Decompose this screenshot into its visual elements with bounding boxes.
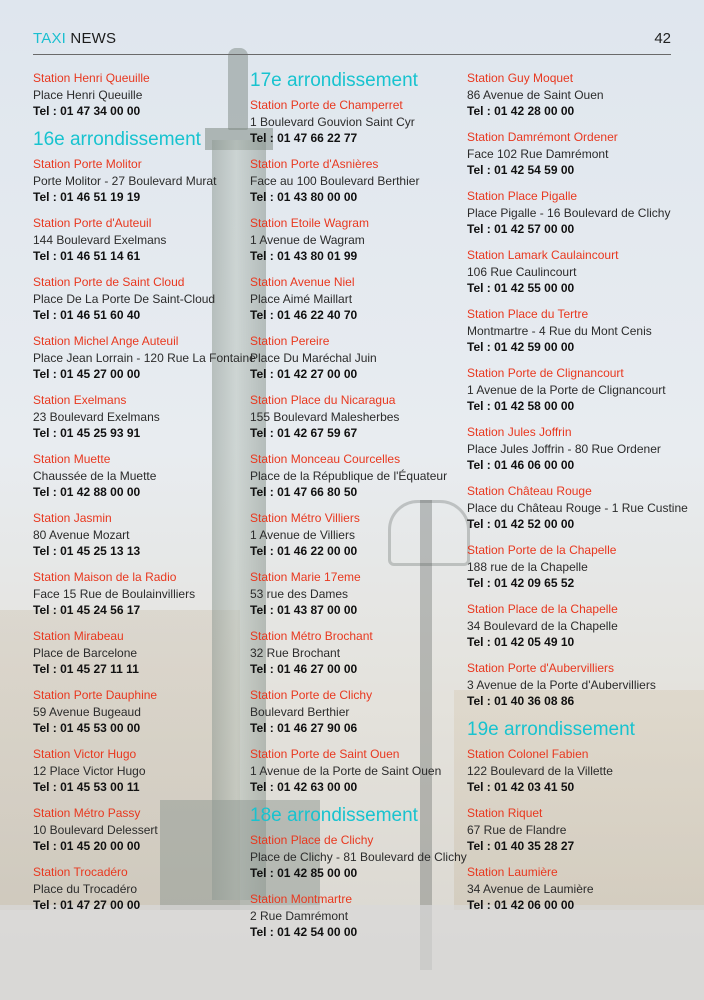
station-name: Station Porte d'Aubervilliers: [467, 661, 615, 675]
station-entry: [467, 247, 687, 297]
station-phone: Tel : 01 47 34 00 00: [33, 104, 141, 118]
station-address: 1 Boulevard Gouvion Saint Cyr: [250, 114, 415, 129]
station-address: 86 Avenue de Saint Ouen: [467, 87, 604, 102]
station-phone: Tel : 01 47 66 80 50: [250, 485, 358, 499]
station-phone: Tel : 01 46 27 00 00: [250, 662, 358, 676]
station-name: Station Place du Nicaragua: [250, 393, 396, 407]
station-entry: [467, 129, 687, 179]
station-name: Station Riquet: [467, 806, 543, 820]
station-entry: [33, 805, 243, 855]
station-phone: Tel : 01 42 05 49 10: [467, 635, 575, 649]
station-address: 106 Rue Caulincourt: [467, 264, 577, 279]
station-phone: Tel : 01 42 54 59 00: [467, 163, 575, 177]
station-address: 10 Boulevard Delessert: [33, 822, 158, 837]
station-entry: [250, 510, 465, 560]
station-address: 2 Rue Damrémont: [250, 908, 349, 923]
station-phone: Tel : 01 43 80 01 99: [250, 249, 358, 263]
brand-news: NEWS: [70, 30, 117, 47]
station-entry: [467, 424, 687, 474]
arrondissement-heading: 16e arrondissement: [33, 129, 201, 150]
station-entry: [467, 483, 687, 533]
station-name: Station Pereire: [250, 334, 330, 348]
station-address: Face 15 Rue de Boulainvilliers: [33, 586, 196, 601]
station-address: 3 Avenue de la Porte d'Aubervilliers: [467, 677, 656, 692]
station-entry: [33, 392, 243, 442]
column-1: [33, 70, 256, 923]
station-address: Face au 100 Boulevard Berthier: [250, 173, 420, 188]
station-name: Station Porte Dauphine: [33, 688, 158, 702]
station-address: 1 Avenue de Wagram: [250, 232, 365, 247]
station-address: Place Henri Queuille: [33, 87, 143, 102]
station-entry: [250, 274, 465, 324]
brand-taxi: TAXI: [33, 30, 67, 47]
station-name: Station Porte de Clignancourt: [467, 366, 624, 380]
column-3: [467, 70, 687, 923]
station-address: Face 102 Rue Damrémont: [467, 146, 609, 161]
station-address: 34 Avenue de Laumière: [467, 881, 594, 896]
station-entry: [467, 306, 687, 356]
station-name: Station Monceau Courcelles: [250, 452, 401, 466]
station-entry: [467, 542, 687, 592]
station-name: Station Château Rouge: [467, 484, 592, 498]
station-entry: [467, 188, 687, 238]
station-name: Station Porte de la Chapelle: [467, 543, 617, 557]
station-entry: [250, 746, 465, 796]
station-address: 155 Boulevard Malesherbes: [250, 409, 400, 424]
station-phone: Tel : 01 43 80 00 00: [250, 190, 358, 204]
station-name: Station Laumière: [467, 865, 558, 879]
station-entry: [33, 451, 243, 501]
station-entry: [250, 97, 465, 147]
station-phone: Tel : 01 42 54 00 00: [250, 925, 358, 939]
station-name: Station Porte de Saint Ouen: [250, 747, 400, 761]
station-phone: Tel : 01 42 06 00 00: [467, 898, 575, 912]
station-address: 34 Boulevard de la Chapelle: [467, 618, 618, 633]
station-address: Montmartre - 4 Rue du Mont Cenis: [467, 323, 652, 338]
station-name: Station Montmartre: [250, 892, 353, 906]
station-entry: [467, 365, 687, 415]
station-name: Station Métro Passy: [33, 806, 141, 820]
station-address: Place De La Porte De Saint-Cloud: [33, 291, 216, 306]
station-phone: Tel : 01 46 27 90 06: [250, 721, 358, 735]
station-entry: [33, 569, 243, 619]
station-name: Station Guy Moquet: [467, 71, 574, 85]
station-address: Porte Molitor - 27 Boulevard Murat: [33, 173, 217, 188]
station-address: Place de la République de l'Équateur: [250, 468, 448, 483]
station-name: Station Etoile Wagram: [250, 216, 369, 230]
station-phone: Tel : 01 45 25 93 91: [33, 426, 141, 440]
station-name: Station Marie 17eme: [250, 570, 361, 584]
station-address: 188 rue de la Chapelle: [467, 559, 588, 574]
station-entry: [467, 660, 687, 710]
station-phone: Tel : 01 46 51 19 19: [33, 190, 141, 204]
station-address: Place Aimé Maillart: [250, 291, 353, 306]
station-name: Station Damrémont Ordener: [467, 130, 618, 144]
station-name: Station Métro Villiers: [250, 511, 360, 525]
station-phone: Tel : 01 46 06 00 00: [467, 458, 575, 472]
station-phone: Tel : 01 42 55 00 00: [467, 281, 575, 295]
magazine-brand: [33, 30, 116, 47]
station-name: Station Porte Molitor: [33, 157, 142, 171]
station-phone: Tel : 01 42 58 00 00: [467, 399, 575, 413]
station-address: 1 Avenue de la Porte de Clignancourt: [467, 382, 666, 397]
station-phone: Tel : 01 42 52 00 00: [467, 517, 575, 531]
station-name: Station Porte de Champerret: [250, 98, 403, 112]
station-name: Station Place de Clichy: [250, 833, 374, 847]
station-entry: [33, 156, 243, 206]
station-address: 1 Avenue de la Porte de Saint Ouen: [250, 763, 442, 778]
station-entry: [33, 687, 243, 737]
station-phone: Tel : 01 40 35 28 27: [467, 839, 575, 853]
station-entry: [467, 601, 687, 651]
station-name: Station Michel Ange Auteuil: [33, 334, 179, 348]
station-entry: [250, 628, 465, 678]
page-number: 42: [654, 30, 671, 47]
station-phone: Tel : 01 45 53 00 11: [33, 780, 140, 794]
station-name: Station Porte d'Asnières: [250, 157, 379, 171]
arrondissement-heading: 19e arrondissement: [467, 719, 635, 740]
station-name: Station Muette: [33, 452, 111, 466]
station-name: Station Place de la Chapelle: [467, 602, 618, 616]
station-entry: [467, 70, 687, 120]
station-entry: [250, 569, 465, 619]
station-phone: Tel : 01 45 20 00 00: [33, 839, 141, 853]
station-address: 80 Avenue Mozart: [33, 527, 130, 542]
station-address: Place de Barcelone: [33, 645, 138, 660]
station-name: Station Place Pigalle: [467, 189, 578, 203]
station-phone: Tel : 01 46 22 00 00: [250, 544, 358, 558]
station-phone: Tel : 01 45 24 56 17: [33, 603, 141, 617]
station-address: 32 Rue Brochant: [250, 645, 341, 660]
station-name: Station Jasmin: [33, 511, 112, 525]
station-phone: Tel : 01 42 85 00 00: [250, 866, 358, 880]
station-address: Chaussée de la Muette: [33, 468, 157, 483]
station-entry: [33, 746, 243, 796]
station-phone: Tel : 01 45 27 11 11: [33, 662, 139, 676]
station-name: Station Maison de la Radio: [33, 570, 177, 584]
station-name: Station Exelmans: [33, 393, 127, 407]
station-name: Station Place du Tertre: [467, 307, 589, 321]
station-address: 144 Boulevard Exelmans: [33, 232, 167, 247]
station-address: 59 Avenue Bugeaud: [33, 704, 141, 719]
station-phone: Tel : 01 42 27 00 00: [250, 367, 358, 381]
station-phone: Tel : 01 42 09 65 52: [467, 576, 575, 590]
station-name: Station Victor Hugo: [33, 747, 137, 761]
station-phone: Tel : 01 42 63 00 00: [250, 780, 358, 794]
station-entry: [33, 274, 243, 324]
station-phone: Tel : 01 40 36 08 86: [467, 694, 575, 708]
station-address: 122 Boulevard de la Villette: [467, 763, 613, 778]
station-address: 67 Rue de Flandre: [467, 822, 567, 837]
station-name: Station Porte de Clichy: [250, 688, 373, 702]
station-entry: [33, 510, 243, 560]
station-entry: [33, 70, 243, 120]
station-entry: [33, 333, 256, 383]
station-entry: [467, 864, 687, 914]
station-phone: Tel : 01 46 51 14 61: [33, 249, 141, 263]
station-phone: Tel : 01 47 66 22 77: [250, 131, 358, 145]
station-entry: [250, 451, 465, 501]
page-header: [33, 30, 671, 55]
station-phone: Tel : 01 47 27 00 00: [33, 898, 141, 912]
station-phone: Tel : 01 45 27 00 00: [33, 367, 141, 381]
station-address: 53 rue des Dames: [250, 586, 349, 601]
station-name: Station Lamark Caulaincourt: [467, 248, 619, 262]
station-entry: [467, 805, 687, 855]
station-address: Place Jean Lorrain - 120 Rue La Fontaine: [33, 350, 256, 365]
station-name: Station Porte d'Auteuil: [33, 216, 152, 230]
station-entry: [33, 864, 243, 914]
station-address: 23 Boulevard Exelmans: [33, 409, 160, 424]
station-address: Place Pigalle - 16 Boulevard de Clichy: [467, 205, 671, 220]
station-address: Place Du Maréchal Juin: [250, 350, 377, 365]
station-address: Place Jules Joffrin - 80 Rue Ordener: [467, 441, 661, 456]
station-address: Place de Clichy - 81 Boulevard de Clichy: [250, 849, 467, 864]
station-entry: [250, 333, 465, 383]
station-address: 12 Place Victor Hugo: [33, 763, 146, 778]
station-phone: Tel : 01 42 03 41 50: [467, 780, 575, 794]
station-entry: [33, 215, 243, 265]
station-phone: Tel : 01 46 51 60 40: [33, 308, 141, 322]
station-phone: Tel : 01 43 87 00 00: [250, 603, 358, 617]
station-phone: Tel : 01 42 59 00 00: [467, 340, 575, 354]
station-name: Station Colonel Fabien: [467, 747, 589, 761]
arrondissement-heading: 18e arrondissement: [250, 805, 418, 826]
station-name: Station Mirabeau: [33, 629, 124, 643]
station-entry: [250, 891, 465, 941]
station-phone: Tel : 01 42 57 00 00: [467, 222, 575, 236]
station-name: Station Porte de Saint Cloud: [33, 275, 185, 289]
station-phone: Tel : 01 42 88 00 00: [33, 485, 141, 499]
station-entry: [33, 628, 243, 678]
station-name: Station Métro Brochant: [250, 629, 373, 643]
station-address: Place du Château Rouge - 1 Rue Custine: [467, 500, 688, 515]
station-entry: [250, 156, 465, 206]
arrondissement-heading: 17e arrondissement: [250, 70, 418, 91]
station-address: 1 Avenue de Villiers: [250, 527, 355, 542]
station-name: Station Avenue Niel: [250, 275, 355, 289]
column-2: [250, 70, 465, 950]
station-phone: Tel : 01 42 67 59 67: [250, 426, 358, 440]
station-name: Station Jules Joffrin: [467, 425, 572, 439]
station-address: Place du Trocadéro: [33, 881, 138, 896]
station-entry: [250, 392, 465, 442]
station-entry: [250, 832, 465, 882]
station-entry: [467, 746, 687, 796]
station-name: Station Trocadéro: [33, 865, 128, 879]
station-phone: Tel : 01 46 22 40 70: [250, 308, 358, 322]
station-address: Boulevard Berthier: [250, 704, 350, 719]
station-name: Station Henri Queuille: [33, 71, 150, 85]
station-phone: Tel : 01 42 28 00 00: [467, 104, 575, 118]
station-phone: Tel : 01 45 53 00 00: [33, 721, 141, 735]
station-entry: [250, 215, 465, 265]
station-phone: Tel : 01 45 25 13 13: [33, 544, 141, 558]
station-entry: [250, 687, 465, 737]
